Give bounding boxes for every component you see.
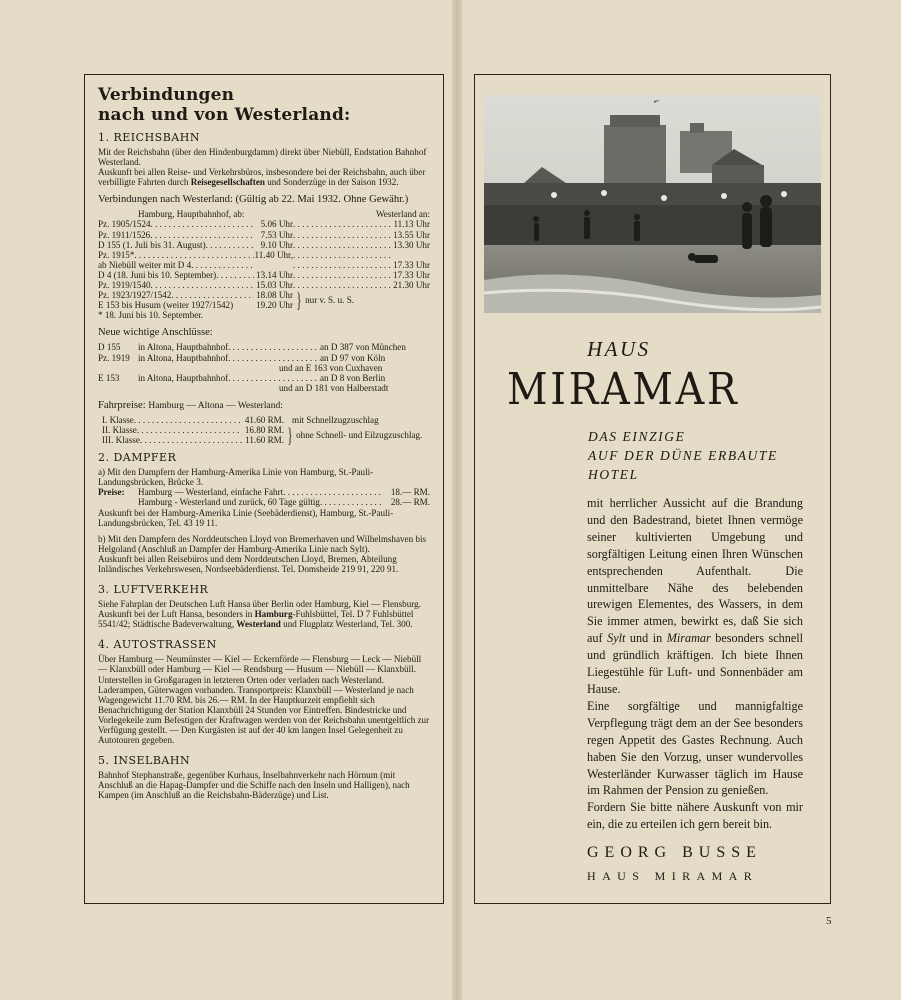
hotel-label-haus: HAUS bbox=[587, 337, 651, 361]
table-row bbox=[98, 250, 430, 260]
departure-time: 11.40 Uhr, bbox=[254, 249, 293, 260]
train-name: Pz. 1919/1540 bbox=[98, 280, 151, 291]
anschluesse-list bbox=[98, 342, 430, 392]
dampfer-a-info: Auskunft bei der Hamburg-Amerika Linie (Seebäderdienst), Hamburg, St.-Pauli-Landungsbrücken, Tel. 43 19 11. bbox=[98, 507, 394, 528]
table-row: E 153 bis Husum (weiter 1927/1542) 19.20 Uhr bbox=[98, 300, 293, 311]
train-name: D 155 (1. Juli bis 31. August) bbox=[98, 239, 206, 250]
signature-name: GEORG BUSSE bbox=[587, 844, 762, 862]
table-row bbox=[98, 230, 430, 240]
arrival-time: 17.33 Uhr bbox=[393, 269, 430, 280]
table-row bbox=[98, 219, 430, 229]
list-item: E 153 in Altona, Hauptbahnhof . . . an D 8 von Berlin bbox=[98, 373, 430, 383]
title-line-2: nach und von Westerland: bbox=[98, 105, 351, 125]
dampfer-b: b) Mit den Dampfern des Norddeutschen Lloyd von Bremerhaven und Wilhelmshaven bis Helgoland (Anschluß an Dampfer der Hamburg-Amerika Linie nach Sylt). bbox=[98, 533, 427, 554]
departure-time bbox=[254, 260, 293, 270]
hotel-tagline: DAS EINZIGE AUF DER DÜNE ERBAUTE HOTEL bbox=[588, 429, 778, 482]
connections-panel bbox=[84, 74, 444, 904]
reichsbahn-info: Auskunft bei allen Reise- und Verkehrsbüros, insbesondere bei der Reichsbahn, auch über verbilligte Fahrten durch Reisegesellschaften und Sonderzüge in der Saison 1932. bbox=[98, 167, 426, 188]
dampfer-b-info: Auskunft bei allen Reisebüros und dem Norddeutschen Lloyd, Bremen, Abteilung Inländisches Verkehrswesen, Nordseebäderdienst. Tel. Domsheide 219 91, 220 91. bbox=[98, 553, 399, 574]
brace: } bbox=[296, 288, 302, 313]
table-row: I. Klasse . . . 41.60 RM. mit Schnellzugzuschlag bbox=[102, 415, 430, 425]
luftverkehr-text: Siehe Fahrplan der Deutschen Luft Hansa über Berlin oder Hamburg, Kiel — Flensburg. Auskunft bei der Luft Hansa, besonders in Hamburg-Fuhlsbüttel, Tel. D 7 Fuhlsbüttel 5541/42; Städtische Badeverwaltung, Westerland und Flugplatz Westerland, Tel. 300. bbox=[98, 599, 421, 630]
page-number: 5 bbox=[826, 915, 832, 927]
beach-photo bbox=[484, 95, 821, 313]
section-heading-inselbahn: 5. INSELBAHN bbox=[98, 754, 191, 768]
departure-time: 7.53 Uhr bbox=[260, 229, 293, 240]
table-row bbox=[98, 270, 430, 280]
hotel-description: mit herrlicher Aussicht auf die Brandung und den Badestrand, bietet Ihnen vermöge seiner kultivierten Umgebung und sorgfältigen Leitung einen Ihren Wünschen entsprechenden Aufenthalt. Die unmittelbare Nähe des belebenden urewigen Elementes, des Wassers, in dem Sie immer atmen, bewirkt es, daß Sie sich auf Sylt und in Miramar besonders schnell und gründlich kräftigen. Ich biete Ihnen Liegestühle für Luft- und Sonnenbäder am Hause. Eine sorgfältige und mannigfaltige Verpflegung trägt dem an der See besonders regen Appetit des Gastes Rechnung. Auch haben Sie den Vorzug, unser wundervolles Westerländer Kurwasser täglich im Hause im Rahmen der Pension zu genießen. Fordern Sie bitte nähere Auskunft von mir ein, die zu erteilen ich gern bereit bin. bbox=[587, 496, 804, 832]
arrival-time: 17.33 Uhr bbox=[393, 259, 430, 270]
arrival-time: 13.30 Uhr bbox=[393, 239, 430, 250]
autostrassen-text: Über Hamburg — Neumünster — Kiel — Eckernförde — Flensburg — Leck — Niebüll — Klanxbüll oder Hamburg — Kiel — Rendsburg — Husum — Niebüll — Klanxbüll. Unterstellen in Großgaragen in letzteren Orten oder verladen nach Westerland. Laderampen, Güterwagen vorhanden. Transportpreis: Klanxbüll — Westerland je nach Wagengewicht 11.70 RM. bis 26.— RM. In der Hauptkurzeit empfiehlt sich Benachrichtigung der Station Klanxbüll 24 Stunden vor Eintreffen. Bindestricke und Vorlegekeile zum Befestigen der Kraftwagen werden von der Reichsbahn unentgeltlich zur Verfügung gestellt. — Den Kurgästen ist auf der 40 km langen Insel Gelegenheit zu Autotouren gegeben. bbox=[98, 654, 430, 746]
title-line-1: Verbindungen bbox=[98, 85, 235, 105]
list-item-extra: und an E 163 von Cuxhaven bbox=[279, 362, 383, 373]
train-name: D 4 (18. Juni bis 10. September) bbox=[98, 269, 217, 280]
table-row bbox=[98, 260, 430, 270]
departure-time: 5.06 Uhr bbox=[260, 219, 293, 230]
table-row bbox=[98, 280, 430, 290]
page-gutter bbox=[452, 0, 462, 1000]
section-heading-reichsbahn: 1. REICHSBAHN bbox=[98, 131, 200, 144]
arrival-time: 11.13 Uhr bbox=[393, 219, 430, 230]
table-row: III. Klasse . . . 11.60 RM. bbox=[102, 435, 284, 445]
hotel-name: MIRAMAR bbox=[507, 364, 740, 415]
train-name: Pz. 1911/1526 bbox=[98, 229, 151, 240]
train-name: ab Niebüll weiter mit D 4 bbox=[98, 259, 192, 270]
brace: } bbox=[287, 423, 293, 448]
section-heading-dampfer: 2. DAMPFER bbox=[98, 451, 177, 465]
brace-note: ohne Schnell- und Eilzugzuschlag. bbox=[296, 430, 423, 441]
connections-title: Verbindungen nach Westerland: (Gültig ab 22. Mai 1932. Ohne Gewähr.) bbox=[98, 194, 409, 206]
reichsbahn-intro: Mit der Reichsbahn (über den Hindenburgdamm) direkt über Niebüll, Endstation Bahnhof Westerland. bbox=[98, 147, 427, 168]
hotel-advert-panel bbox=[474, 74, 831, 904]
table-row bbox=[98, 240, 430, 250]
section-heading-luftverkehr: 3. LUFTVERKEHR bbox=[98, 583, 209, 597]
fahrpreise-title: Fahrpreise: Hamburg — Altona — Westerland: bbox=[98, 399, 283, 411]
anschluesse-title: Neue wichtige Anschlüsse: bbox=[98, 327, 213, 339]
brace-note: nur v. S. u. S. bbox=[305, 295, 355, 306]
list-item-extra: und an D 181 von Halberstadt bbox=[279, 382, 389, 393]
timetable-footnote: * 18. Juni bis 10. September. bbox=[98, 310, 204, 321]
timetable bbox=[98, 219, 430, 290]
table-row: Pz. 1923/1927/1542 . . . 18.08 Uhr bbox=[98, 290, 293, 300]
departure-time: 15.03 Uhr bbox=[256, 280, 293, 291]
timetable-header: Hamburg, Hauptbahnhof, ab: Westerland an: bbox=[138, 209, 430, 220]
section-heading-autostrassen: 4. AUTOSTRASSEN bbox=[98, 638, 217, 652]
signature-hotel: HAUS MIRAMAR bbox=[587, 869, 759, 884]
inselbahn-text: Bahnhof Stephanstraße, gegenüber Kurhaus, Inselbahnverkehr nach Hörnum (mit Anschluß an die Hapag-Dampfer und die Schiffe nach den Inseln und Halligen), nach Kampen (im Anschluß an die Reichsbahn-Bäderzüge) und List. bbox=[98, 770, 410, 801]
arrival-time: 21.30 Uhr bbox=[393, 280, 430, 291]
arrival-time bbox=[392, 250, 430, 260]
list-item: Pz. 1919 in Altona, Hauptbahnhof . . . an D 97 von Köln bbox=[98, 353, 430, 363]
price-row: Preise: Hamburg — Westerland, einfache Fahrt . . . 18.— RM. bbox=[98, 487, 430, 497]
page-title bbox=[98, 85, 430, 125]
dampfer-a: a) Mit den Dampfern der Hamburg-Amerika Linie von Hamburg, St.-Pauli-Landungsbrücken, Brücke 3. bbox=[98, 467, 374, 488]
train-name: Pz. 1915* bbox=[98, 249, 135, 260]
table-row: II. Klasse . . . 16.80 RM. bbox=[102, 425, 284, 435]
train-name: Pz. 1905/1524 bbox=[98, 219, 151, 230]
departure-time: 13.14 Uhr bbox=[256, 269, 293, 280]
departure-time: 9.10 Uhr bbox=[260, 239, 293, 250]
arrival-time: 13.55 Uhr bbox=[393, 229, 430, 240]
fahrpreise-table bbox=[98, 414, 430, 448]
list-item: D 155 in Altona, Hauptbahnhof . . . an D 387 von München bbox=[98, 342, 430, 352]
timetable-brace-rows bbox=[98, 288, 430, 313]
price-row: Hamburg - Westerland und zurück, 60 Tage gültig . . . 28.— RM. bbox=[98, 497, 430, 507]
